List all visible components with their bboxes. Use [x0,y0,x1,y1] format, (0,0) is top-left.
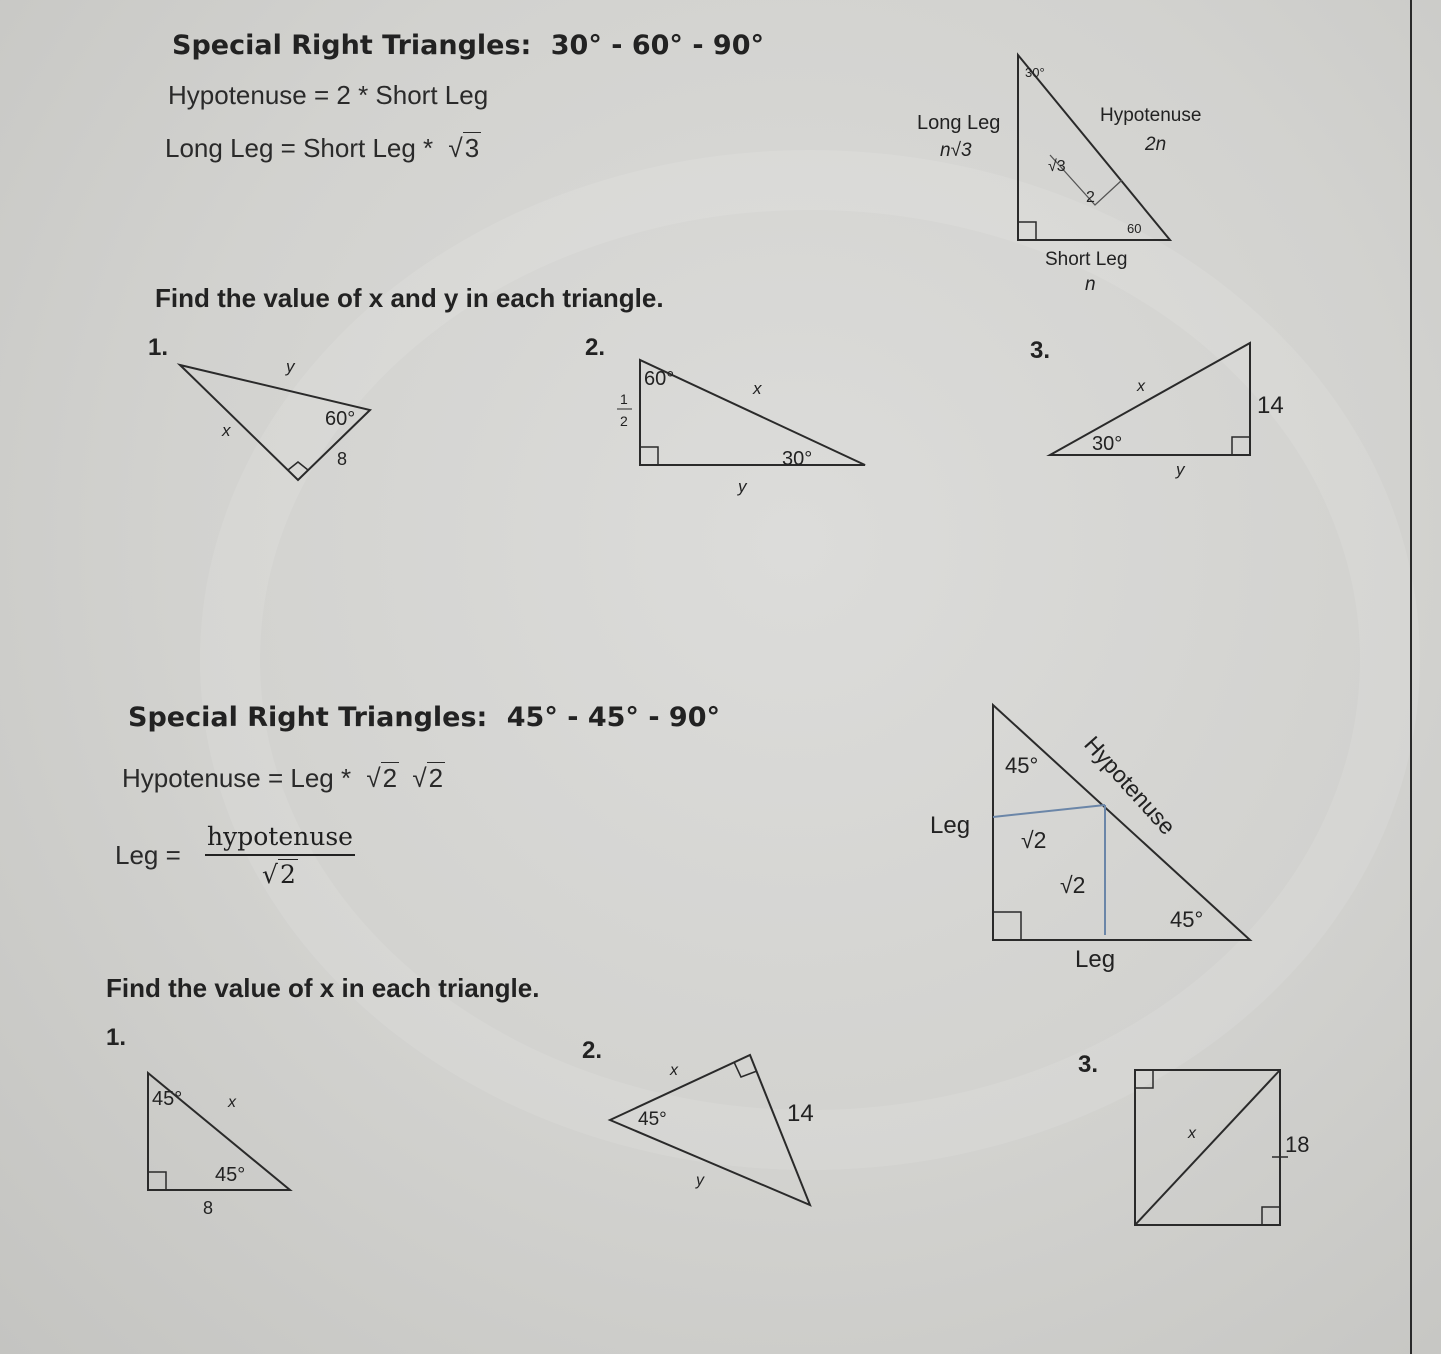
s2-problem-3-number: 3. [1078,1051,1099,1078]
section2-title [128,702,720,733]
s1-problem-3-number: 3. [1030,337,1051,364]
label-x: x [1137,378,1145,395]
section2-formula-hypotenuse [122,763,445,794]
right-angle-marker [1232,437,1250,455]
section2-title-text: Special Right Triangles: [128,702,488,733]
ref-long-leg-expr: n√3 [940,140,972,161]
ref-hypotenuse-expr: 2n [1145,134,1167,155]
section1-prompt: Find the value of x and y in each triangle. [155,283,664,313]
label-y: y [286,357,295,376]
ref-scrawl-root: √3 [1048,158,1066,175]
label-side: 14 [1257,392,1284,419]
ref-leg-bottom: Leg [1075,946,1116,973]
label-x: x [222,421,231,440]
sqrt-radicand-extra: 2 [428,763,444,793]
s2-problem-2-triangle [600,1045,840,1220]
ref-long-leg-label: Long Leg [917,112,1001,134]
label-y: y [696,1172,704,1189]
s2-problem-2-number: 2. [582,1037,603,1064]
s2-problem-1-triangle [140,1065,310,1225]
section1-title-text: Special Right Triangles: [172,30,532,61]
right-angle-marker [993,912,1021,940]
section1-formula-long-leg [165,133,481,164]
sqrt-expression: √3 [448,133,480,163]
triangle-shape [1050,343,1250,455]
label-angle-top: 45° [152,1088,183,1110]
label-angle-bottom: 30° [782,448,813,470]
ref-hypotenuse-label: Hypotenuse [1100,105,1202,126]
sqrt-radicand: 3 [464,133,480,163]
ref-root-a: √2 [1021,827,1047,853]
right-angle-marker [288,462,308,470]
ref-angle-top: 30° [1025,65,1045,80]
section1-angles: 30° - 60° - 90° [550,30,764,61]
ref-root-b: √2 [1060,872,1086,898]
s1-problem-2-triangle [610,350,880,500]
right-angle-marker [148,1172,166,1190]
ref-scrawl-two: 2 [1086,189,1095,206]
section2-angles: 45° - 45° - 90° [506,702,720,733]
formula-hypotenuse-prefix: Hypotenuse = Leg * [122,763,352,793]
s1-problem-1-number: 1. [148,334,169,361]
right-angle-marker [640,447,658,465]
pencil-line [993,805,1105,817]
section2-prompt: Find the value of x in each triangle. [106,973,540,1003]
right-angle-marker-bottom [1262,1207,1280,1225]
label-side: 8 [337,449,348,469]
ref-angle-bottom: 60 [1127,221,1142,236]
label-side-den: 2 [620,413,628,429]
section2-leg-label: Leg = [115,840,181,870]
ref-hypotenuse-label: Hypotenuse [1079,730,1181,840]
sqrt-expression-extra: √2 [412,763,444,793]
sqrt-expression: √2 [366,763,398,793]
label-angle: 45° [638,1109,667,1130]
s1-problem-2-number: 2. [585,334,606,361]
s1-problem-3-triangle [1040,335,1300,485]
section2-leg-fraction [205,822,355,889]
label-y: y [738,477,747,496]
right-angle-marker-top [1135,1070,1153,1088]
reference-triangle-shape [993,705,1250,940]
ref-angle-bottom: 45° [1170,907,1204,932]
label-angle-top: 60° [644,368,675,390]
label-side-num: 1 [620,391,628,407]
label-side: 14 [787,1100,814,1127]
ref-leg-left: Leg [930,812,971,839]
label-x: x [753,379,762,398]
reference-triangle-30-60-90 [900,40,1230,300]
fraction-denominator: √2 [262,860,296,889]
fraction-denominator-radicand: 2 [279,860,296,889]
label-angle: 30° [1092,433,1123,455]
section1-title [172,30,764,61]
paper-edge [1410,0,1412,1354]
label-x: x [228,1094,236,1111]
sqrt-radicand: 2 [382,763,398,793]
label-side: 8 [203,1198,214,1218]
ref-angle-top: 45° [1005,753,1039,778]
s2-problem-1-number: 1. [106,1024,127,1051]
ref-short-leg-expr: n [1085,274,1096,295]
label-angle: 60° [325,408,356,430]
s1-problem-1-triangle [160,340,400,500]
fraction-numerator: hypotenuse [205,822,355,856]
ref-short-leg-label: Short Leg [1045,249,1128,270]
right-angle-marker [1018,222,1036,240]
label-x: x [1188,1125,1196,1142]
reference-triangle-45-45-90 [925,695,1265,985]
formula-long-leg-prefix: Long Leg = Short Leg * [165,133,434,163]
s2-problem-3-square [1120,1060,1320,1240]
triangle-shape [610,1055,810,1205]
section1-formula-hypotenuse: Hypotenuse = 2 * Short Leg [168,80,489,110]
diagonal [1135,1070,1280,1225]
label-x: x [670,1062,678,1079]
label-angle-bottom: 45° [215,1164,246,1186]
label-y: y [1176,460,1185,479]
label-side: 18 [1285,1132,1310,1157]
